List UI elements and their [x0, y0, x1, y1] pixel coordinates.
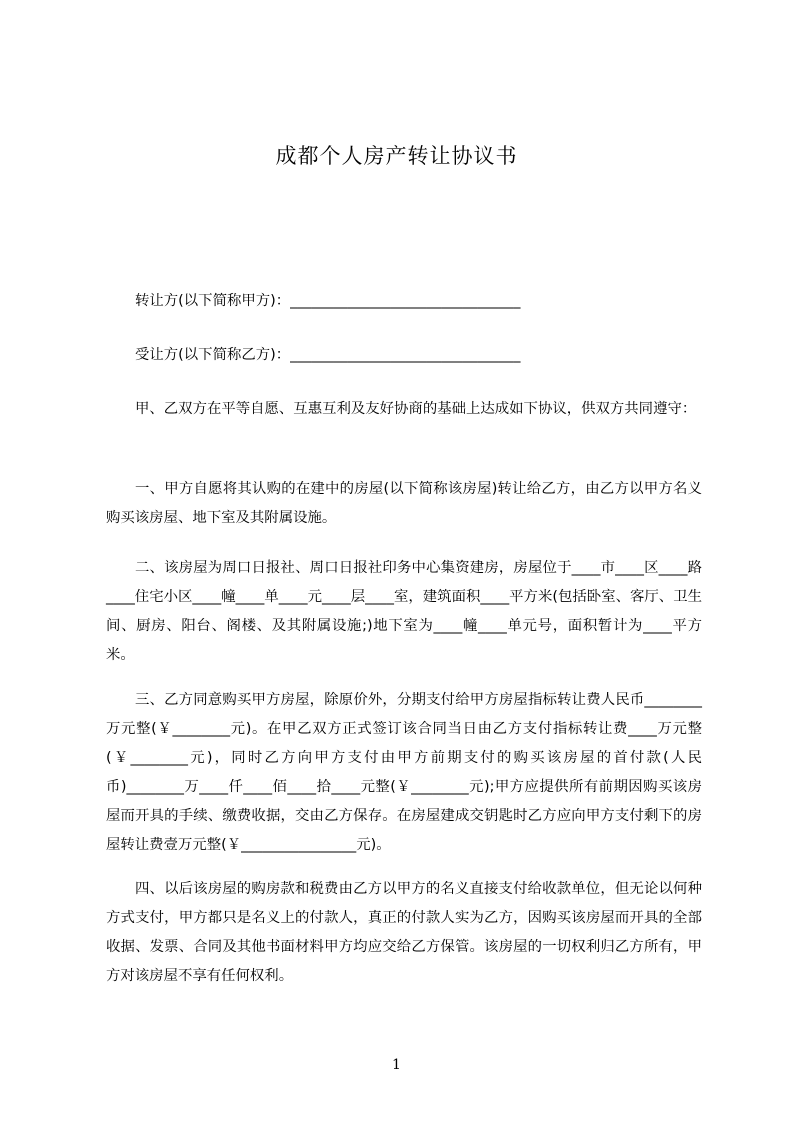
clause-3-paragraph: 三、乙方同意购买甲方房屋，除原价外，分期支付给甲方房屋指标转让费人民币________万元整(￥________元)。在甲乙双方正式签订该合同当日由乙方支付指标转让费____万元整(￥________元)，同时乙方向甲方支付由甲方前期支付的购买该房屋的首付款(人民币)________万____仟____佰____拾____元整(￥________元);甲方应提供所有前期因购买该房屋而开具的手续、缴费收据，交由乙方保存。在房屋建成交钥匙时乙方应向甲方支付剩下的房屋转让费壹万元整(￥________________元)。	[106, 692, 702, 853]
intro-paragraph: 甲、乙双方在平等自愿、互惠互利及友好协商的基础上达成如下协议，供双方共同遵守：	[135, 401, 697, 417]
clause-4-paragraph: 四、以后该房屋的购房款和税费由乙方以甲方的名义直接支付给收款单位，但无论以何种方式支付，甲方都只是名义上的付款人，真正的付款人实为乙方，因购买该房屋而开具的全部收据、发票、合同及其他书面材料甲方均应交给乙方保管。该房屋的一切权利归乙方所有，甲方对该房屋不享有任何权利。	[106, 881, 702, 984]
clause-1-paragraph: 一、甲方自愿将其认购的在建中的房屋(以下简称该房屋)转让给乙方，由乙方以甲方名义购买该房屋、地下室及其附属设施。	[106, 481, 702, 526]
page-number: 1	[392, 1057, 401, 1073]
clause-2-paragraph: 二、该房屋为周口日报社、周口日报社印务中心集资建房，房屋位于____市____区____路____住宅小区____幢____单____元____层____室，建筑面积____平方米(包括卧室、客厅、卫生间、厨房、阳台、阁楼、及其附属设施;)地下室为____幢____单元号，面积暂计为____平方米。	[106, 560, 702, 663]
transferee-line: 受让方(以下简称乙方)：________________________________	[135, 347, 521, 363]
document-title: 成都个人房产转让协议书	[275, 144, 518, 168]
transferor-line: 转让方(以下简称甲方)：________________________________	[135, 293, 521, 309]
